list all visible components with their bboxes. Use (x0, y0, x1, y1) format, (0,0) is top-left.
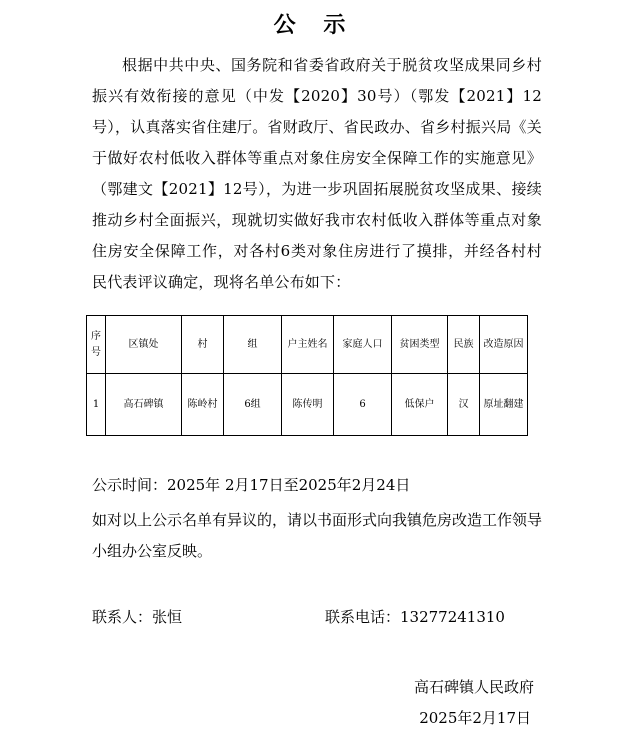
table-header-row (87, 316, 528, 374)
header-ethnicity: 民族 (448, 316, 480, 374)
cell-district: 高石碑镇 (106, 374, 182, 436)
header-district: 区镇处 (106, 316, 182, 374)
objection-text: 如对以上公示名单有异议的，请以书面形式向我镇危房改造工作领导小组办公室反映。 (92, 511, 543, 560)
contact-person: 联系人：张恒 (92, 608, 183, 626)
cell-group: 6组 (224, 374, 282, 436)
document-title: 公 示 (273, 12, 356, 38)
header-village: 村 (182, 316, 224, 374)
cell-village: 陈岭村 (182, 374, 224, 436)
intro-paragraph: 根据中共中央、国务院和省委省政府关于脱贫攻坚成果同乡村振兴有效衔接的意见（中发【2020】30号）（鄂发【2021】12号），认真落实省住建厅。省财政厅、省民政办、省乡村振兴局《关于做好农村低收入群体等重点对象住房安全保障工作的实施意见》（鄂建文【2021】12号），为进一步巩固拓展脱贫攻坚成果、接续推动乡村全面振兴，现就切实做好我市农村低收入群体等重点对象住房安全保障工作，对各村6类对象住房进行了摸排，并经各村村民代表评议确定，现将名单公布如下： (92, 56, 542, 291)
header-index: 序号 (87, 316, 106, 374)
issue-date: 2025年2月17日 (419, 709, 531, 727)
issuer-name: 高石碑镇人民政府 (413, 678, 534, 696)
cell-householder: 陈传明 (282, 374, 334, 436)
header-householder: 户主姓名 (282, 316, 334, 374)
notice-period: 公示时间：2025年 2月17日至2025年2月24日 (92, 476, 411, 494)
table-row (87, 374, 528, 436)
header-family-size: 家庭人口 (334, 316, 392, 374)
header-poverty-type: 贫困类型 (392, 316, 448, 374)
cell-index: 1 (87, 374, 106, 436)
cell-ethnicity: 汉 (448, 374, 480, 436)
header-renovation-reason: 改造原因 (480, 316, 528, 374)
cell-renovation-reason: 原址翻建 (480, 374, 528, 436)
cell-family-size: 6 (334, 374, 392, 436)
header-group: 组 (224, 316, 282, 374)
notice-table (86, 315, 528, 436)
cell-poverty-type: 低保户 (392, 374, 448, 436)
contact-phone: 联系电话：13277241310 (325, 608, 505, 626)
